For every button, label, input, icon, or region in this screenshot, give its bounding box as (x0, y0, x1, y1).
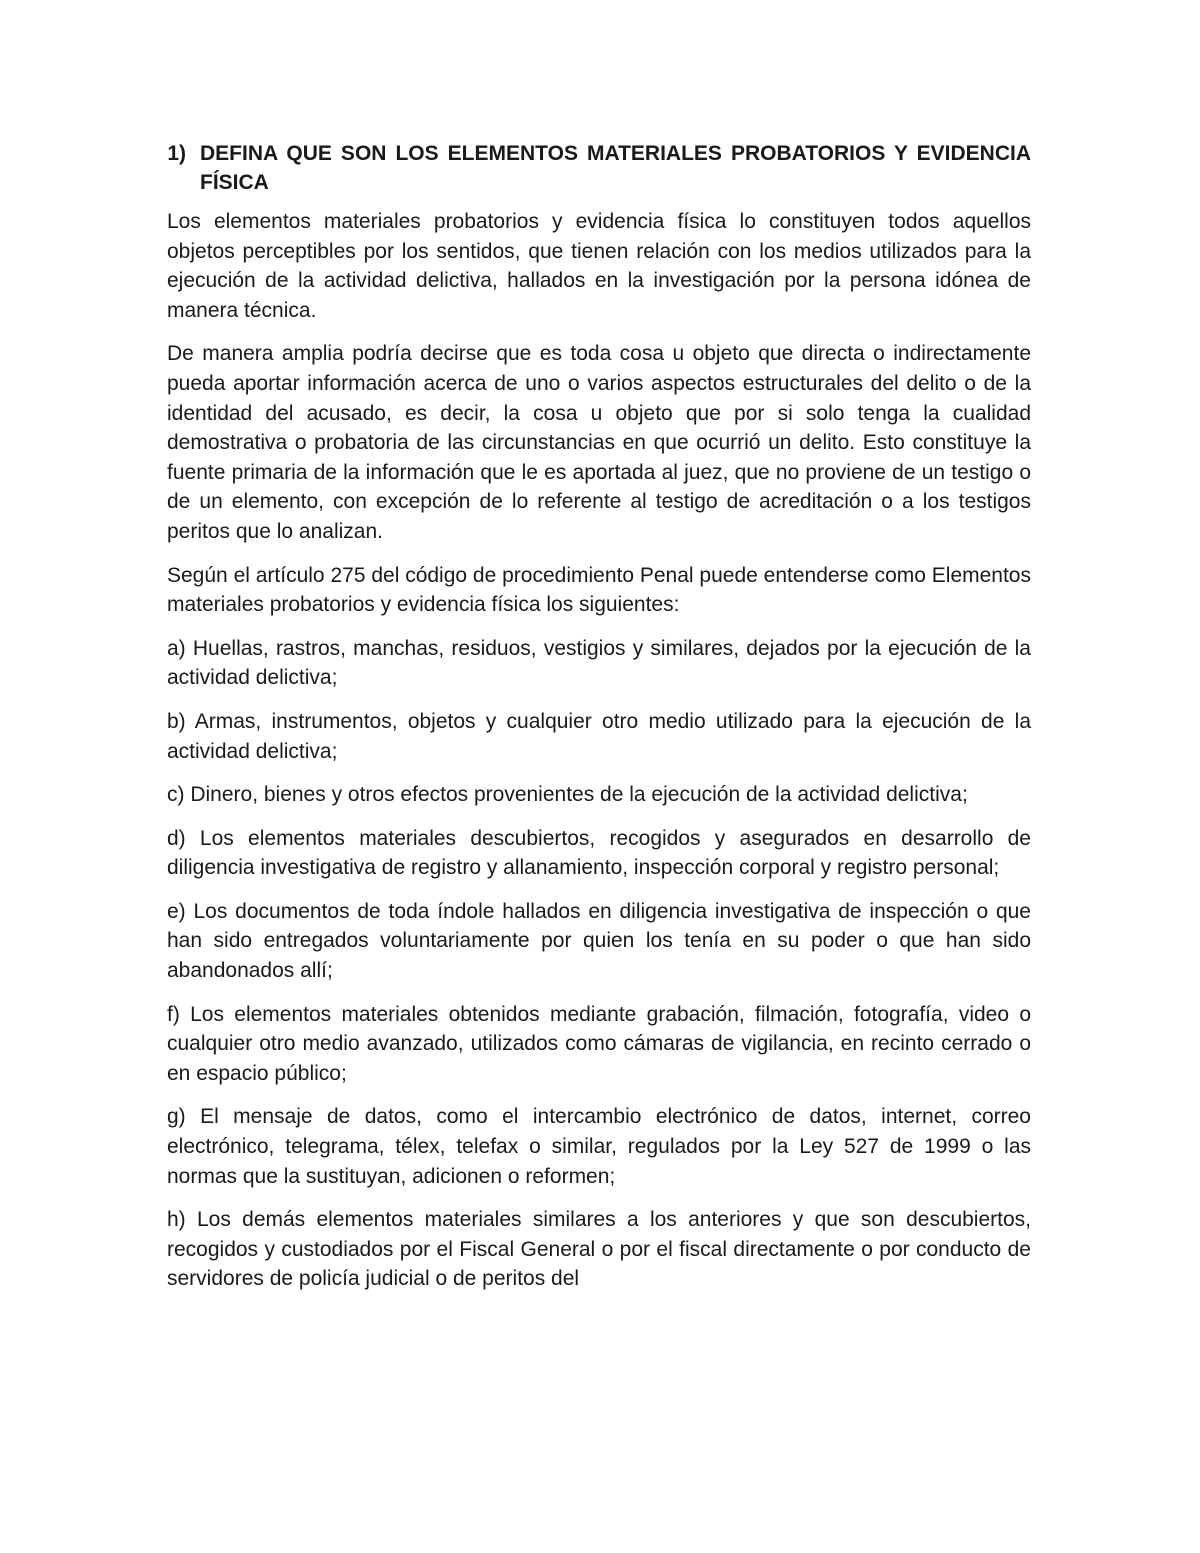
list-item-c: c) Dinero, bienes y otros efectos provenientes de la ejecución de la actividad delictiva; (167, 783, 968, 807)
section-heading (167, 139, 1031, 197)
paragraph-article-275: Según el artículo 275 del código de procedimiento Penal puede entenderse como Elementos materiales probatorios y evidencia física los siguientes: (167, 563, 1031, 617)
paragraph-broad-definition: De manera amplia podría decirse que es toda cosa u objeto que directa o indirectamente pueda aportar información acerca de uno o varios aspectos estructurales del delito o de la identidad del acusado, es decir, la cosa u objeto que por si solo tenga la cualidad demostrativa o probatoria de las circunstancias en que ocurrió un delito. Esto constituye la fuente primaria de la información que le es aportada al juez, que no proviene de un testigo o de un elemento, con excepción de lo referente al testigo de acreditación o a los testigos peritos que lo analizan. (167, 342, 1031, 543)
list-item-d: d) Los elementos materiales descubiertos, recogidos y asegurados en desarrollo de diligencia investigativa de registro y allanamiento, inspección corporal y registro personal; (167, 826, 1031, 880)
list-item-e: e) Los documentos de toda índole hallados en diligencia investigativa de inspección o que han sido entregados voluntariamente por quien los tenía en su poder o que han sido abandonados allí; (167, 899, 1031, 983)
heading-number: 1) (167, 142, 186, 165)
list-item-g: g) El mensaje de datos, como el intercambio electrónico de datos, internet, correo electrónico, telegrama, télex, telefax o similar, regulados por la Ley 527 de 1999 o las normas que la sustituyan, adicionen o reformen; (167, 1105, 1031, 1188)
list-item-b: b) Armas, instrumentos, objetos y cualquier otro medio utilizado para la ejecución de la actividad delictiva; (167, 709, 1031, 763)
list-item-h: h) Los demás elementos materiales similares a los anteriores y que son descubiertos, recogidos y custodiados por el Fiscal General o por el fiscal directamente o por conducto de servidores de policía judicial o de peritos del (167, 1208, 1031, 1291)
heading-title: DEFINA QUE SON LOS ELEMENTOS MATERIALES PROBATORIOS Y EVIDENCIA FÍSICA (200, 142, 1031, 194)
document-page (167, 139, 1031, 1308)
list-item-a: a) Huellas, rastros, manchas, residuos, vestigios y similares, dejados por la ejecución de la actividad delictiva; (167, 636, 1031, 690)
list-item-f: f) Los elementos materiales obtenidos mediante grabación, filmación, fotografía, video o cualquier otro medio avanzado, utilizados como cámaras de vigilancia, en recinto cerrado o en espacio público; (167, 1002, 1031, 1085)
paragraph-definition: Los elementos materiales probatorios y evidencia física lo constituyen todos aquellos objetos perceptibles por los sentidos, que tienen relación con los medios utilizados para la ejecución de la actividad delictiva, hallados en la investigación por la persona idónea de manera técnica. (167, 210, 1031, 322)
